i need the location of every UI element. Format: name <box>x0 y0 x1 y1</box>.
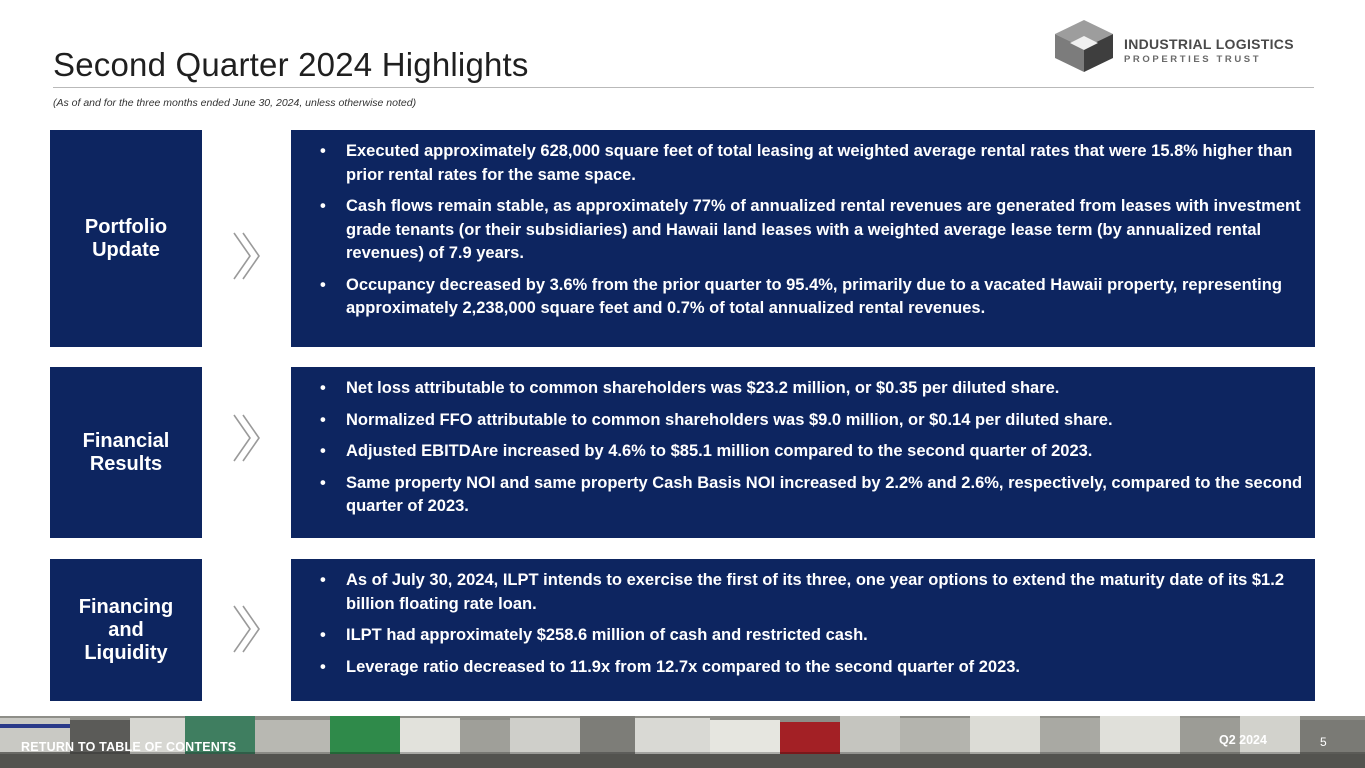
double-chevron-right-icon <box>232 604 262 654</box>
bullet-text: Executed approximately 628,000 square feet of total leasing at weighted average rental rates that were 15.8% higher than prior rental rates for the same space. <box>346 142 1293 184</box>
bullet-icon: • <box>320 473 326 492</box>
section-financial-results <box>50 367 1315 538</box>
company-logo <box>1054 19 1316 75</box>
bullet-text: Normalized FFO attributable to common shareholders was $9.0 million, or $0.14 per diluted share. <box>346 410 1113 429</box>
double-chevron-right-icon <box>232 231 262 281</box>
page-title: Second Quarter 2024 Highlights <box>53 46 529 83</box>
list-item <box>320 624 1303 648</box>
section-portfolio-update <box>50 130 1315 347</box>
return-to-contents-link[interactable]: RETURN TO TABLE OF CONTENTS <box>21 740 237 754</box>
page-number: 5 <box>1320 735 1327 749</box>
bullet-icon: • <box>320 657 326 676</box>
footer-quarter-label: Q2 2024 <box>1219 733 1267 747</box>
bullet-icon: • <box>320 571 326 589</box>
bullet-icon: • <box>320 410 326 429</box>
section-content-box <box>291 130 1315 347</box>
bullet-text: Leverage ratio decreased to 11.9x from 12.7x compared to the second quarter of 2023. <box>346 657 1021 676</box>
page-subtitle: (As of and for the three months ended June 30, 2024, unless otherwise noted) <box>53 97 417 109</box>
bullet-text: Adjusted EBITDAre increased by 4.6% to $85.1 million compared to the second quarter of 2023. <box>346 442 1093 460</box>
list-item <box>320 195 1303 266</box>
cube-logo-icon <box>1054 19 1114 73</box>
section-financing-liquidity <box>50 559 1315 701</box>
bullet-list <box>320 140 1303 321</box>
bullet-icon: • <box>320 626 326 644</box>
bullet-text: Cash flows remain stable, as approximately 77% of annualized rental revenues are generated from leases with investment grade tenants (or their subsidiaries) and Hawaii land leases with a weighted average lease term (by annualized rental revenues) of 7.9 years. <box>346 197 1301 262</box>
list-item <box>320 440 1303 464</box>
title-divider <box>53 87 1314 88</box>
section-label: Portfolio Update <box>84 215 168 261</box>
section-label-box <box>50 130 202 347</box>
list-item <box>320 569 1303 616</box>
list-item <box>320 409 1303 433</box>
bullet-icon: • <box>320 379 326 397</box>
list-item <box>320 274 1303 321</box>
bullet-text: As of July 30, 2024, ILPT intends to exercise the first of its three, one year options to extend the maturity date of its $1.2 billion floating rate loan. <box>346 571 1284 613</box>
section-label-box <box>50 559 202 701</box>
bullet-text: ILPT had approximately $258.6 million of cash and restricted cash. <box>346 626 868 644</box>
bullet-icon: • <box>320 142 326 160</box>
section-content-box <box>291 559 1315 701</box>
bullet-text: Net loss attributable to common shareholders was $23.2 million, or $0.35 per diluted share. <box>346 379 1060 397</box>
bullet-icon: • <box>320 442 326 460</box>
bullet-text: Occupancy decreased by 3.6% from the prior quarter to 95.4%, primarily due to a vacated Hawaii property, representing approximately 2,238,000 square feet and 0.7% of total annualized rental revenues. <box>346 275 1282 317</box>
double-chevron-right-icon <box>232 413 262 463</box>
bullet-list <box>320 569 1303 679</box>
list-item <box>320 472 1303 519</box>
section-content-box <box>291 367 1315 538</box>
section-label-box <box>50 367 202 538</box>
bullet-text: Same property NOI and same property Cash Basis NOI increased by 2.2% and 2.6%, respectively, compared to the second quarter of 2023. <box>346 473 1303 515</box>
section-label: Financial Results <box>82 429 170 475</box>
list-item <box>320 377 1303 401</box>
list-item <box>320 656 1303 680</box>
list-item <box>320 140 1303 187</box>
bullet-icon: • <box>320 197 326 215</box>
logo-company-name: INDUSTRIAL LOGISTICS <box>1124 36 1294 52</box>
bullet-icon: • <box>320 275 326 294</box>
logo-company-subtitle: PROPERTIES TRUST <box>1124 54 1262 65</box>
bullet-list <box>320 377 1303 519</box>
section-label: Financing and Liquidity <box>78 595 174 664</box>
